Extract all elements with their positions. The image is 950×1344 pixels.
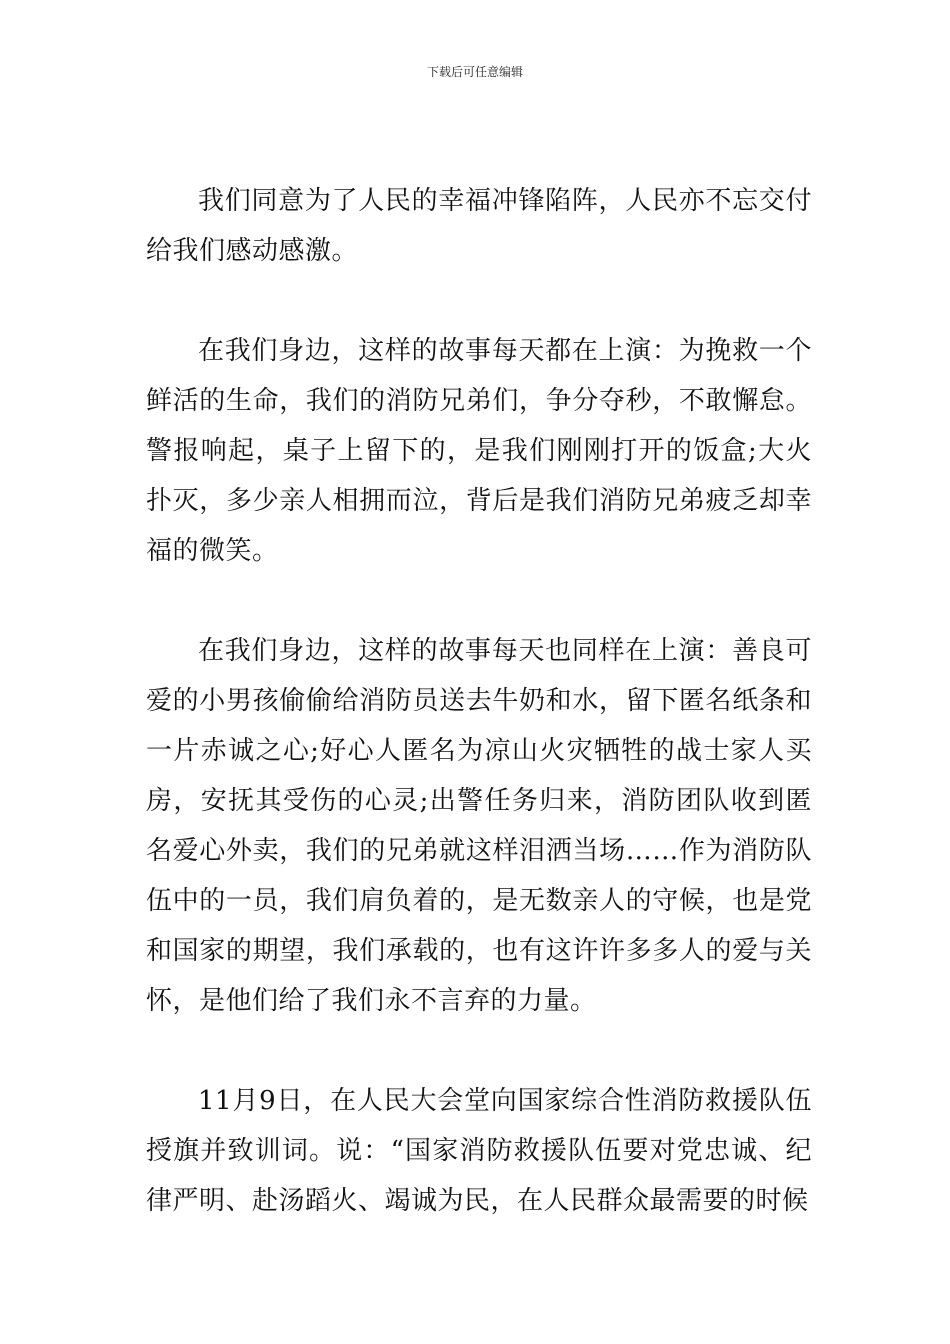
paragraph-4: 11月9日，在人民大会堂向国家综合性消防救援队伍授旗并致训词。说：“国家消防救援队伍要对党忠诚、纪律严明、赴汤蹈火、竭诚为民，在人民群众最需要的时候 xyxy=(146,1086,812,1216)
page-header: 下载后可任意编辑 xyxy=(426,65,523,79)
paragraph-2: 在我们身边，这样的故事每天都在上演：为挽救一个鲜活的生命，我们的消防兄弟们，争分夺秒，不敢懈怠。警报响起，桌子上留下的，是我们刚刚打开的饭盒;大火扑灭，多少亲人相拥而泣，背后是我们消防兄弟疲乏却幸福的微笑。 xyxy=(146,336,812,566)
document-body xyxy=(146,176,812,1276)
paragraph-1: 我们同意为了人民的幸福冲锋陷阵，人民亦不忘交付给我们感动感激。 xyxy=(146,186,812,266)
paragraph-3: 在我们身边，这样的故事每天也同样在上演：善良可爱的小男孩偷偷给消防员送去牛奶和水，留下匿名纸条和一片赤诚之心;好心人匿名为凉山火灾牺牲的战士家人买房，安抚其受伤的心灵;出警任务归来，消防团队收到匿名爱心外卖，我们的兄弟就这样泪洒当场……作为消防队伍中的一员，我们肩负着的，是无数亲人的守候，也是党和国家的期望，我们承载的，也有这许许多多人的爱与关怀，是他们给了我们永不言弃的力量。 xyxy=(146,636,812,1016)
